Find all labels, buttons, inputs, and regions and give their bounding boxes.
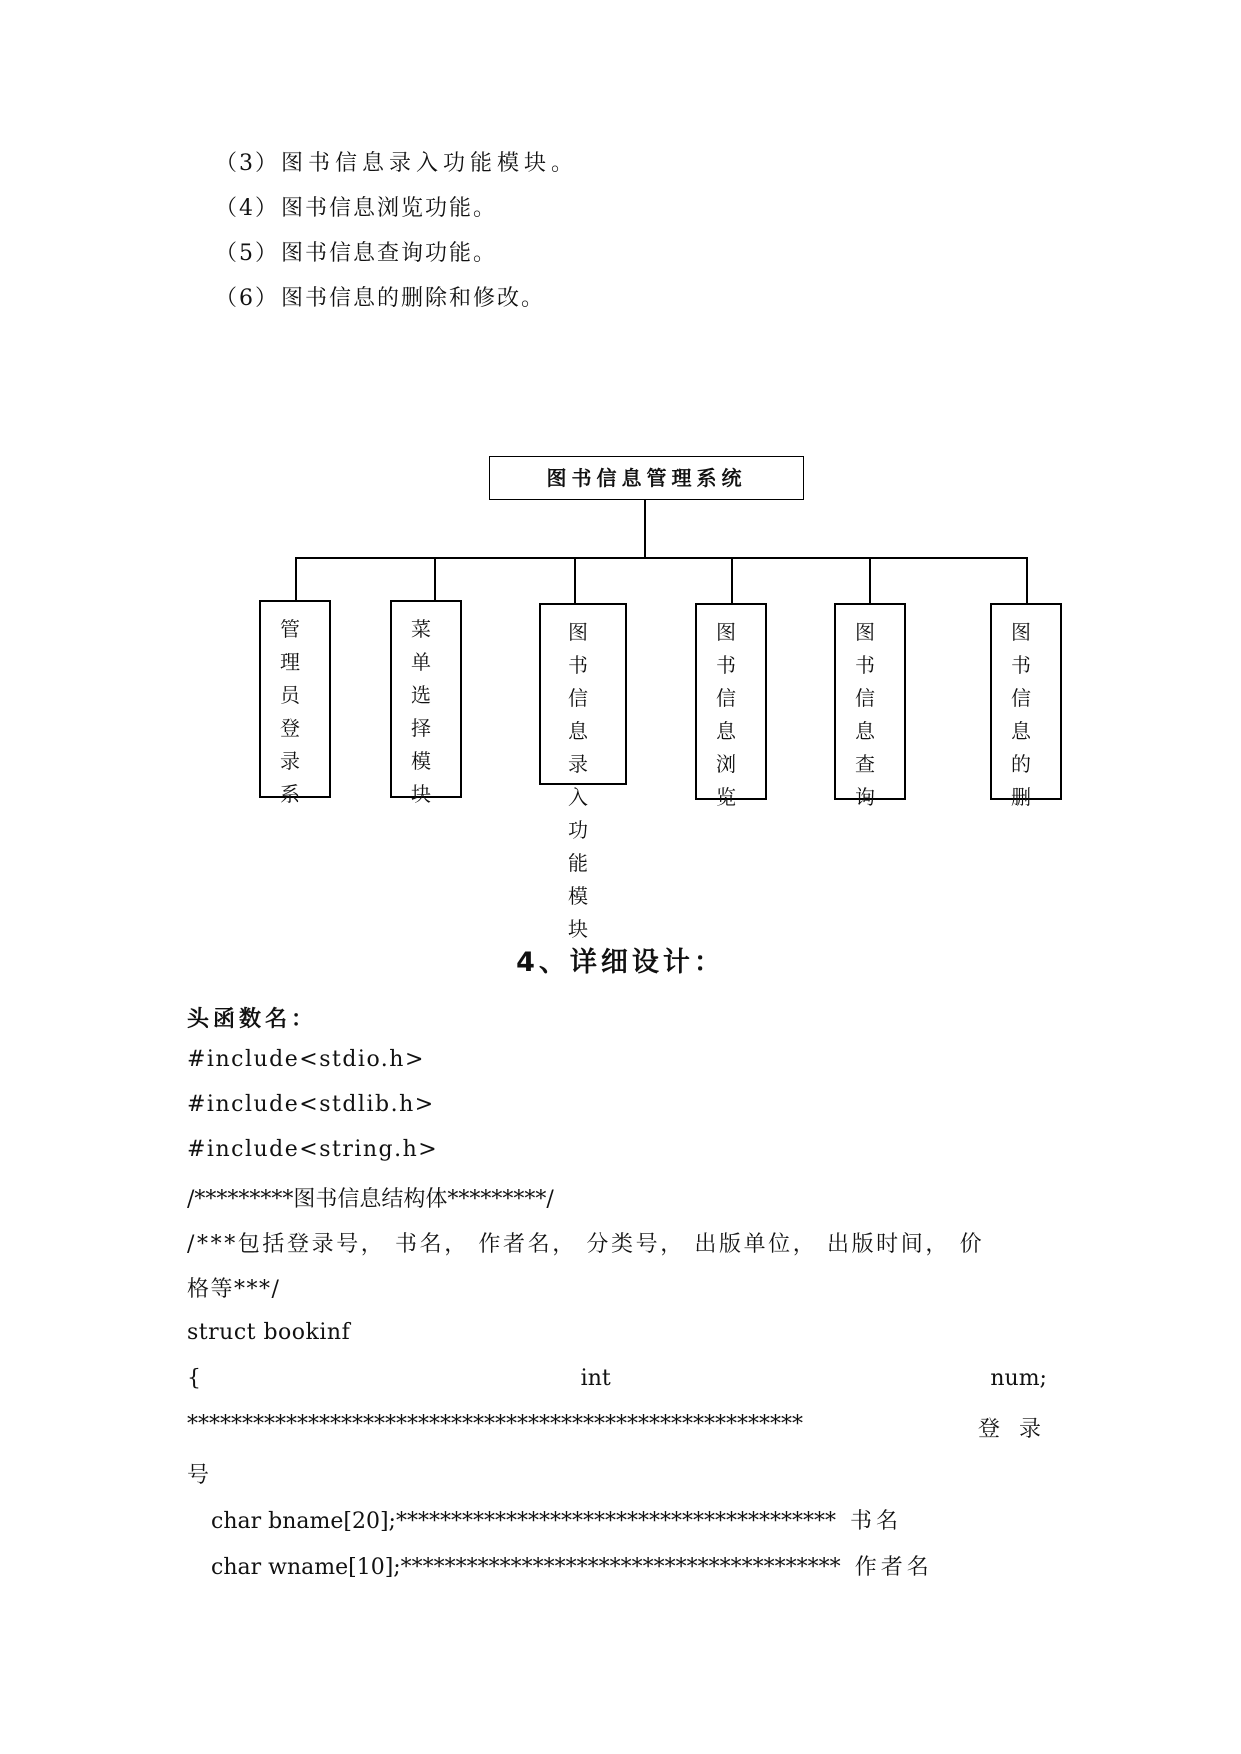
diagram-node-book-entry: 图书信息录入功能模块	[539, 603, 627, 785]
branch-drop-1	[295, 557, 297, 601]
header-label: 头函数名：	[187, 1007, 318, 1032]
diagram-node-menu-select: 菜单选择模块	[390, 600, 462, 798]
int-keyword: int	[580, 1366, 611, 1391]
include-stdio: #include<stdio.h>	[187, 1047, 425, 1072]
list-text: 图书信息浏览功能。	[281, 196, 498, 221]
branch-drop-6	[1026, 557, 1028, 603]
login-comment-line	[187, 1412, 1047, 1443]
diagram-root-node: 图书信息管理系统	[489, 456, 804, 500]
fields-comment-line2: 格等***/	[187, 1277, 281, 1302]
list-number: （3）	[215, 151, 279, 176]
branch-drop-4	[731, 557, 733, 603]
login-number-label: 登 录	[978, 1417, 1047, 1442]
login-number-label-cont: 号	[187, 1463, 211, 1488]
list-item-5	[215, 236, 497, 267]
branch-drop-5	[869, 557, 871, 603]
diagram-node-book-delete: 图书信息的删	[990, 603, 1062, 800]
list-item-3	[215, 146, 578, 177]
struct-int-line	[187, 1366, 1047, 1391]
list-text: 图书信息录入功能模块。	[281, 151, 579, 176]
struct-declaration: struct bookinf	[187, 1320, 351, 1345]
list-number: （6）	[215, 286, 279, 311]
section-heading: 4、详细设计：	[516, 947, 725, 978]
num-field: num;	[990, 1366, 1047, 1391]
branch-drop-2	[434, 557, 436, 601]
list-item-6	[215, 281, 545, 312]
fields-comment-line1: /***包括登录号， 书名， 作者名， 分类号， 出版单位， 出版时间， 价	[187, 1232, 985, 1257]
wname-label: 作者名	[854, 1555, 933, 1580]
star-comment: ********************************************************	[187, 1412, 803, 1437]
list-number: （5）	[215, 241, 279, 266]
include-string: #include<string.h>	[187, 1137, 439, 1162]
include-stdlib: #include<stdlib.h>	[187, 1092, 435, 1117]
list-item-4	[215, 191, 497, 222]
bname-label: 书名	[849, 1509, 902, 1534]
bname-field: char bname[20];**************************************** 书名	[211, 1509, 902, 1534]
list-text: 图书信息查询功能。	[281, 241, 498, 266]
branch-drop-3	[574, 557, 576, 603]
list-number: （4）	[215, 196, 279, 221]
wname-field: char wname[10];**************************************** 作者名	[211, 1555, 933, 1580]
diagram-node-book-query: 图书信息查询	[834, 603, 906, 800]
list-text: 图书信息的删除和修改。	[281, 286, 546, 311]
diagram-node-admin-login: 管理员登录系	[259, 600, 331, 798]
root-connector	[644, 500, 646, 557]
struct-comment: /*********图书信息结构体*********/	[187, 1187, 554, 1212]
open-brace: {	[187, 1366, 201, 1391]
diagram-node-book-browse: 图书信息浏览	[695, 603, 767, 800]
branch-line	[295, 557, 1028, 559]
